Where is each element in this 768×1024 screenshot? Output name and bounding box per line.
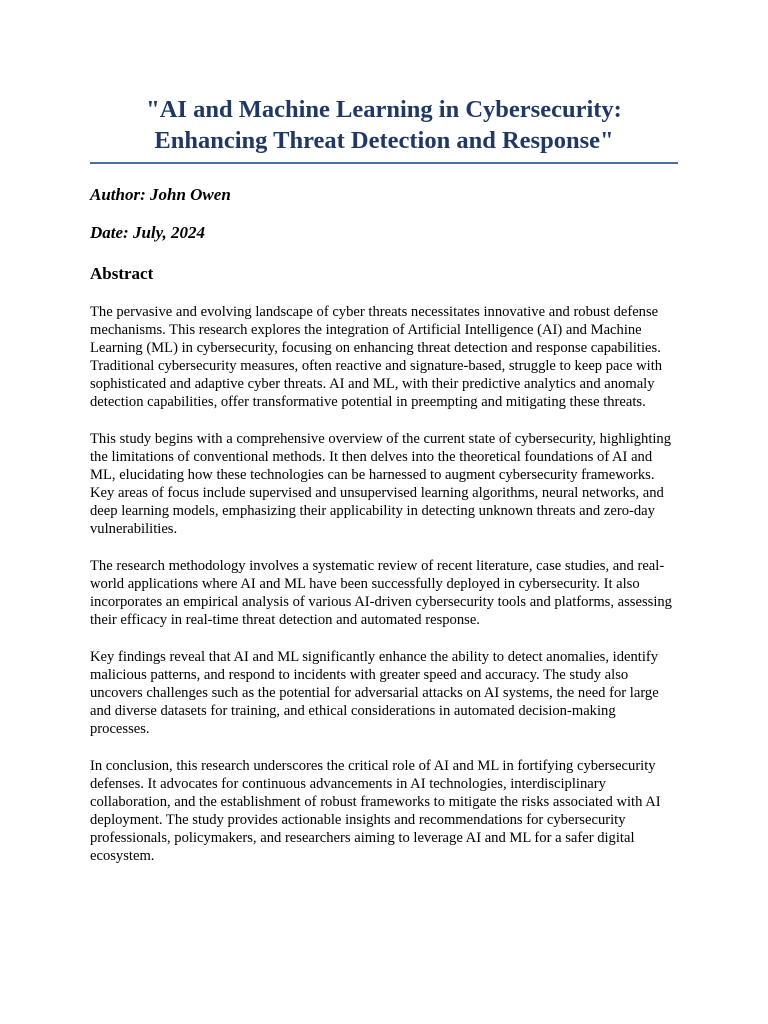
author-line: Author: John Owen xyxy=(90,185,231,204)
abstract-paragraph-1: The pervasive and evolving landscape of cyber threats necessitates innovative and robust defense mechanisms. This research explores the integration of Artificial Intelligence (AI) and Machine Learning (ML) in cybersecurity, focusing on enhancing threat detection and response capabilities. Traditional cybersecurity measures, often reactive and signature-based, struggle to keep pace with sophisticated and adaptive cyber threats. AI and ML, with their predictive analytics and anomaly detection capabilities, offer transformative potential in preempting and mitigating these threats. xyxy=(90,304,663,410)
abstract-paragraph-4: Key findings reveal that AI and ML significantly enhance the ability to detect anomalies, identify malicious patterns, and respond to incidents with greater speed and accuracy. The study also uncovers challenges such as the potential for adversarial attacks on AI systems, the need for large and diverse datasets for training, and ethical considerations in automated decision-making processes. xyxy=(90,649,659,737)
abstract-heading: Abstract xyxy=(90,264,154,283)
title-divider xyxy=(90,162,678,164)
document-page xyxy=(90,0,678,865)
abstract-paragraph-5: In conclusion, this research underscores the critical role of AI and ML in fortifying cybersecurity defenses. It advocates for continuous advancements in AI technologies, interdisciplinary collaboration, and the establishment of robust frameworks to mitigate the risks associated with AI deployment. The study provides actionable insights and recommendations for cybersecurity professionals, policymakers, and researchers aiming to leverage AI and ML for a safer digital ecosystem. xyxy=(90,758,661,864)
date-line: Date: July, 2024 xyxy=(90,223,206,242)
document-title: "AI and Machine Learning in Cybersecurity: Enhancing Threat Detection and Response" xyxy=(146,96,622,154)
abstract-paragraph-2: This study begins with a comprehensive overview of the current state of cybersecurity, highlighting the limitations of conventional methods. It then delves into the theoretical foundations of AI and ML, elucidating how these technologies can be harnessed to augment cybersecurity frameworks. Key areas of focus include supervised and unsupervised learning algorithms, neural networks, and deep learning models, emphasizing their applicability in detecting unknown threats and zero-day vulnerabilities. xyxy=(90,431,672,537)
abstract-paragraph-3: The research methodology involves a systematic review of recent literature, case studies, and real-world applications where AI and ML have been successfully deployed in cybersecurity. It also incorporates an empirical analysis of various AI-driven cybersecurity tools and platforms, assessing their efficacy in real-time threat detection and automated response. xyxy=(90,558,672,628)
